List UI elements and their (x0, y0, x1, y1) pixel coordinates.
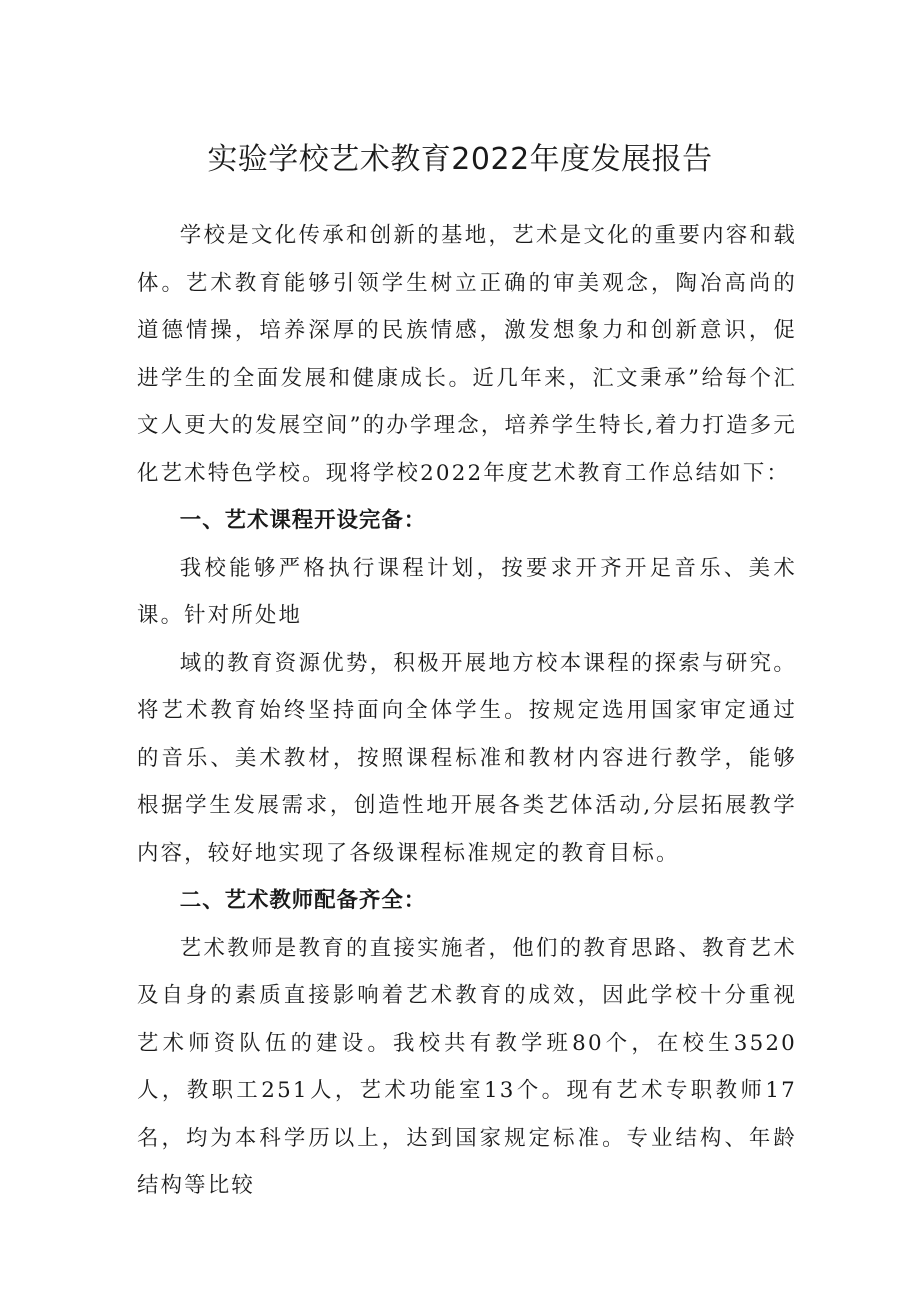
section-1-paragraph-1: 我校能够严格执行课程计划，按要求开齐开足音乐、美术课。针对所处地 (137, 555, 797, 628)
section-2-heading: 二、艺术教师配备齐全： (179, 888, 427, 913)
section-1-paragraph-2: 域的教育资源优势，积极开展地方校本课程的探索与研究。将艺术教育始终坚持面向全体学生。按规定选用国家审定通过的音乐、美术教材，按照课程标准和教材内容进行教学，能够根据学生发展需求，创造性地开展各类艺体活动,分层拓展教学内容，较好地实现了各级课程标准规定的教育目标。 (137, 650, 797, 866)
document-body (137, 212, 797, 1210)
intro-paragraph: 学校是文化传承和创新的基地，艺术是文化的重要内容和载体。艺术教育能够引领学生树立正确的审美观念，陶冶高尚的道德情操，培养深厚的民族情感，激发想象力和创新意识，促进学生的全面发展和健康成长。近几年来，汇文秉承”给每个汇文人更大的发展空间”的办学理念，培养学生特长,着力打造多元化艺术特色学校。现将学校2022年度艺术教育工作总结如下： (137, 223, 797, 486)
document-title: 实验学校艺术教育2022年度发展报告 (207, 142, 713, 177)
section-2-paragraph-1: 艺术教师是教育的直接实施者，他们的教育思路、教育艺术及自身的素质直接影响着艺术教育的成效，因此学校十分重视艺术师资队伍的建设。我校共有教学班80个，在校生3520人，教职工251人，艺术功能室13个。现有艺术专职教师17名，均为本科学历以上，达到国家规定标准。专业结构、年龄结构等比较 (137, 935, 797, 1198)
section-1-heading: 一、艺术课程开设完备： (179, 508, 427, 533)
